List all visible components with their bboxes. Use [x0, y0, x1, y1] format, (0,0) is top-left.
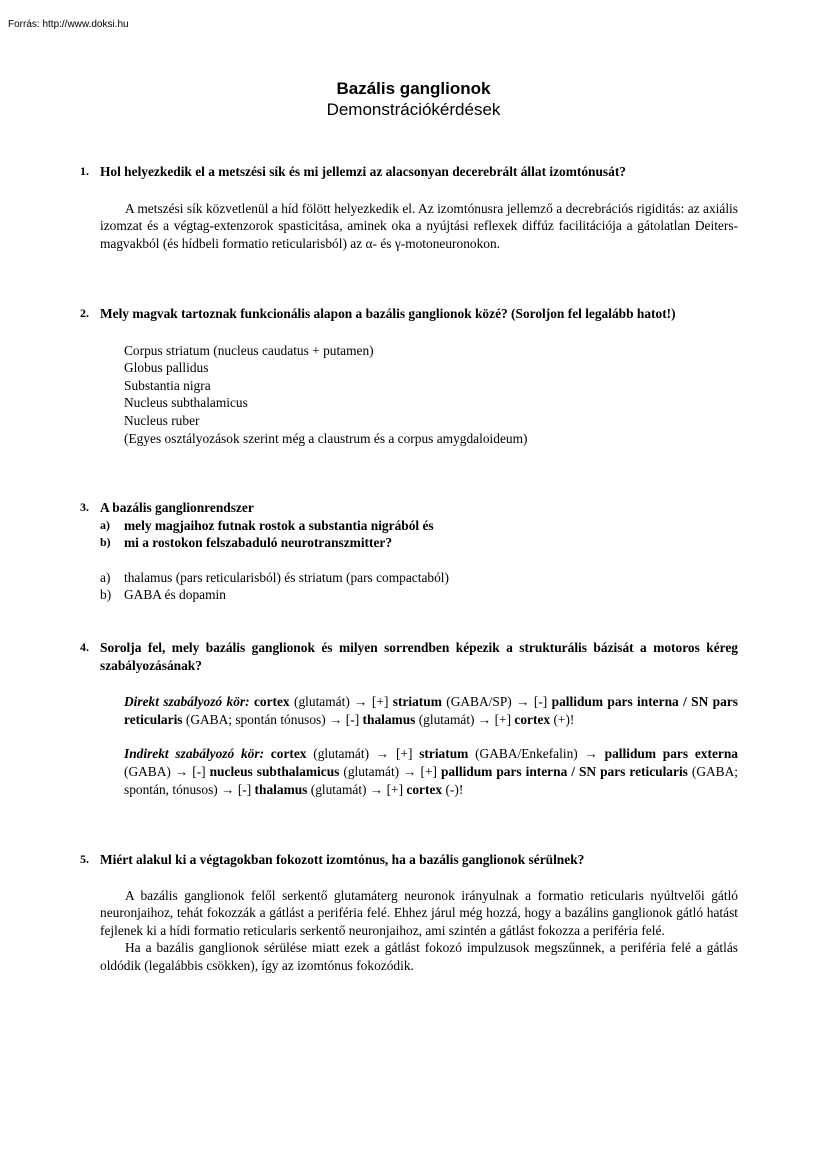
circuit-link: (+)! — [550, 711, 575, 727]
question-text: Sorolja fel, mely bazális ganglionok és milyen sorrendben képezik a strukturális bázisát a motoros kéreg szabályozásának? — [100, 640, 738, 673]
circuit-link: (glutamát) → [+] — [307, 781, 407, 797]
circuit-label: Direkt szabályozó kör: — [124, 694, 250, 710]
answer-text: thalamus (pars reticularisból) és striatum (pars compactaból) — [124, 569, 449, 585]
question-text: Miért alakul ki a végtagokban fokozott izomtónus, ha a bazális ganglionok sérülnek? — [100, 852, 585, 867]
question-4 — [80, 639, 738, 798]
answer-paragraph: A bazális ganglionok felől serkentő glutamáterg neuronok irányulnak a formatio reticularis nyúltvelői gátló neuronjaihoz, tehát fokozzák a gátlást a periféria felé. Ehhez járul még hozzá, hogy a bazálins ganglionok gátló hatást fejlenek ki a hídi formatio reticularis serkentő neuronjaihoz, ami szintén a gátlást fokozza a periféria felé. — [100, 887, 738, 938]
circuit-link: (GABA; spontán tónusos) → [-] — [182, 711, 363, 727]
answer-label: b) — [100, 587, 112, 603]
answer-b — [100, 586, 738, 604]
answer-paragraph: A metszési sík közvetlenül a híd fölött helyezkedik el. Az izomtónusra jellemző a decrebrációs rigiditás: az axiális izomzat és a végtag-extenzorok spasticitása, aminek oka a nyújtási reflexek diffúz facilitációja a gátolatlan Deiters-magvakból (és hídbeli formatio reticularisból) az α- és γ-motoneuronokon. — [100, 200, 738, 251]
nuclei-list — [124, 342, 738, 448]
sub-question-b — [100, 534, 738, 552]
circuit-node: striatum — [392, 694, 442, 710]
circuit-link: (glutamát) → [+] — [306, 746, 420, 762]
circuit-node: cortex — [249, 694, 290, 710]
list-item: Nucleus ruber — [124, 412, 200, 428]
page-subtitle: Demonstrációkérdések — [326, 100, 501, 119]
circuit-node: striatum — [419, 746, 469, 762]
page-title: Bazális ganglionok — [336, 79, 491, 98]
circuit-node: nucleus subthalamicus — [209, 763, 340, 779]
question-number: 4. — [80, 640, 89, 654]
circuit-link: (glutamát) → [+] — [415, 711, 515, 727]
question-3 — [80, 499, 738, 604]
sub-label: a) — [100, 517, 110, 532]
circuit-link: (GABA) → [-] — [124, 763, 210, 779]
direct-circuit — [124, 693, 738, 728]
answer-text: GABA és dopamin — [124, 587, 226, 603]
list-item: (Egyes osztályozások szerint még a claustrum és a corpus amygdaloideum) — [124, 430, 528, 446]
title-block — [0, 78, 827, 120]
list-item: Nucleus subthalamicus — [124, 395, 248, 411]
circuit-link: (glutamát) → [+] — [289, 694, 393, 710]
sub-text: mely magjaihoz futnak rostok a substantia nigrából és — [124, 517, 434, 533]
question-text: Hol helyezkedik el a metszési sík és mi jellemzi az alacsonyan decerebrált állat izomtónusát? — [100, 164, 626, 179]
circuit-node: cortex — [514, 711, 551, 727]
indirect-circuit — [124, 745, 738, 798]
answer-label: a) — [100, 569, 111, 585]
circuit-link: (GABA/Enkefalin) → — [468, 746, 605, 762]
circuit-node: pallidum pars interna / SN pars reticularis — [124, 694, 738, 727]
circuit-node: pallidum pars externa — [604, 746, 738, 762]
circuit-node: thalamus — [362, 711, 416, 727]
question-number: 5. — [80, 852, 89, 866]
list-item: Substantia nigra — [124, 377, 211, 393]
circuit-link: (GABA; spontán, tónusos) → [-] — [124, 763, 739, 797]
question-1 — [80, 163, 738, 252]
question-number: 2. — [80, 306, 89, 320]
sub-label: b) — [100, 535, 111, 550]
circuit-link: (GABA/SP) → [-] — [441, 694, 552, 710]
circuit-node: pallidum pars interna / SN pars reticularis — [440, 763, 688, 779]
question-5 — [80, 851, 738, 975]
list-item: Globus pallidus — [124, 360, 209, 376]
circuit-node: thalamus — [254, 781, 308, 797]
circuit-label: Indirekt szabályozó kör: — [124, 746, 265, 762]
circuit-node: cortex — [264, 746, 307, 762]
question-text: Mely magvak tartoznak funkcionális alapon a bazális ganglionok közé? (Soroljon fel legalább hatot!) — [100, 306, 676, 321]
list-item: Corpus striatum (nucleus caudatus + putamen) — [124, 342, 374, 358]
sub-text: mi a rostokon felszabaduló neurotranszmitter? — [124, 535, 393, 551]
question-number: 3. — [80, 500, 89, 514]
circuit-link: (glutamát) → [+] — [339, 763, 441, 779]
circuit-link: (-)! — [442, 781, 464, 797]
source-note: Forrás: http://www.doksi.hu — [8, 19, 129, 30]
circuit-node: cortex — [406, 781, 443, 797]
question-text: A bazális ganglionrendszer — [100, 500, 254, 515]
answer-paragraph: Ha a bazális ganglionok sérülése miatt ezek a gátlást fokozó impulzusok megszűnnek, a periféria felé a gátlás oldódik (legalábbis csökken), így az izomtónus fokozódik. — [100, 940, 738, 973]
answer-a — [100, 569, 738, 587]
question-2 — [80, 305, 738, 447]
question-number: 1. — [80, 164, 89, 178]
sub-question-a — [100, 517, 738, 535]
